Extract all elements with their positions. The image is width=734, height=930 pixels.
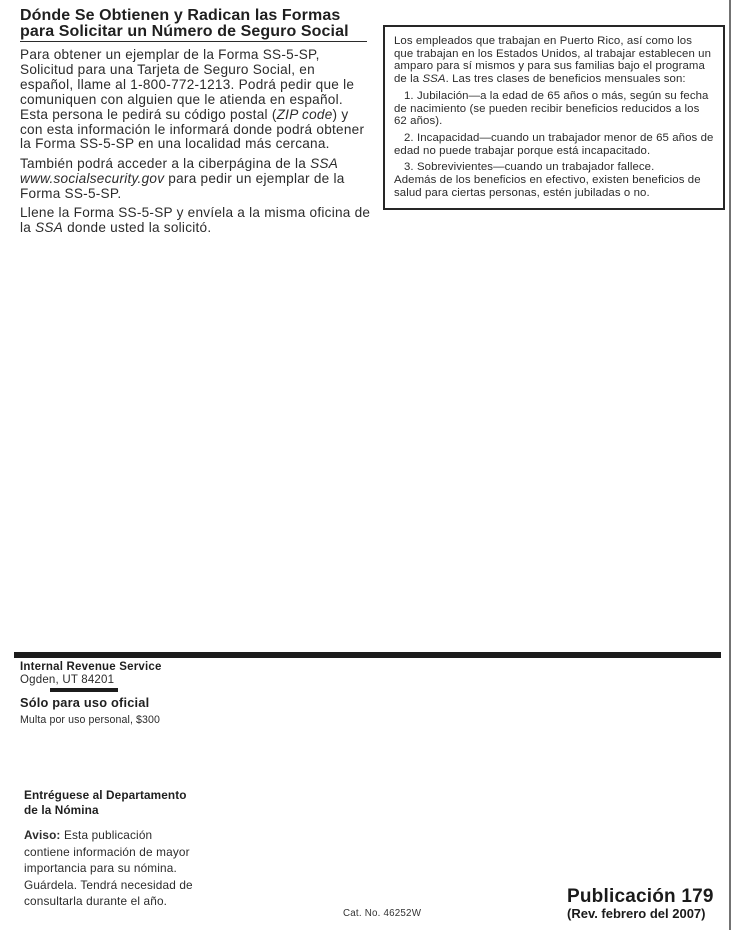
- publication-block: [567, 886, 714, 921]
- heading-rule: [20, 41, 367, 42]
- delivery-notice: [24, 788, 198, 910]
- catalog-number: Cat. No. 46252W: [343, 908, 422, 919]
- scan-edge-line: [729, 0, 731, 930]
- delivery-text: Aviso: Esta publicación contiene información de mayor importancia para su nómina. Guárdela. Tendrá necesidad de consultarla durante el año.: [24, 828, 193, 909]
- page-title: [20, 8, 372, 40]
- article-paragraph-2: También podrá acceder a la ciberpágina de la SSA www.socialsecurity.gov para pedir un ejemplar de la Forma SS-5-SP.: [20, 155, 345, 201]
- article-paragraph-1: Para obtener un ejemplar de la Forma SS-5-SP, Solicitud para una Tarjeta de Seguro Social, en español, llame al 1-800-772-1213. Podrá pedir que le comuniquen con alguien que le atienda en español. Esta persona le pedirá su código postal (ZIP code) y con esta información le informará donde podrá obtener la Forma SS-5-SP en una localidad más cercana.: [20, 47, 365, 152]
- return-address: [20, 661, 162, 687]
- penalty-label: Multa por uso personal, $300: [20, 714, 161, 726]
- revision-date: (Rev. febrero del 2007): [567, 906, 706, 921]
- agency-name: Internal Revenue Service: [20, 661, 162, 673]
- publication-number: Publicación 179: [567, 886, 714, 907]
- benefit-item-3: 3. Sobrevivientes—cuando un trabajador fallece.: [404, 161, 655, 174]
- agency-city: Ogden, UT 84201: [20, 674, 115, 686]
- page-divider-bar: [14, 652, 721, 658]
- page-title-line-1: Dónde Se Obtienen y Radican las Formas: [20, 7, 341, 24]
- benefits-closing: Además de los beneficios en efectivo, existen beneficios de salud para ciertas personas, estén jubiladas o no.: [394, 174, 701, 199]
- official-use-block: [20, 696, 160, 726]
- address-separator-bar: [50, 688, 118, 692]
- benefit-item-2: 2. Incapacidad—cuando un trabajador menor de 65 años de edad no puede trabajar porque está incapacitado.: [394, 131, 714, 157]
- delivery-heading: Entréguese al Departamento de la Nómina: [24, 788, 187, 817]
- benefits-box: [383, 25, 725, 210]
- benefit-item-1: 1. Jubilación—a la edad de 65 años o más, según su fecha de nacimiento (se pueden recibir beneficios reducidos a los 62 años).: [394, 89, 709, 128]
- article-paragraph-3: Llene la Forma SS-5-SP y envíela a la misma oficina de la SSA donde usted la solicitó.: [20, 205, 371, 235]
- official-use-label: Sólo para uso oficial: [20, 695, 150, 710]
- benefits-intro: Los empleados que trabajan en Puerto Rico, así como los que trabajan en los Estados Unidos, al trabajar establecen un amparo para sí mismos y para sus familias bajo el programa de la SSA. Las tres clases de beneficios mensuales son:: [394, 35, 712, 86]
- article-column: [20, 8, 372, 240]
- page-title-line-2: para Solicitar un Número de Seguro Social: [20, 23, 349, 40]
